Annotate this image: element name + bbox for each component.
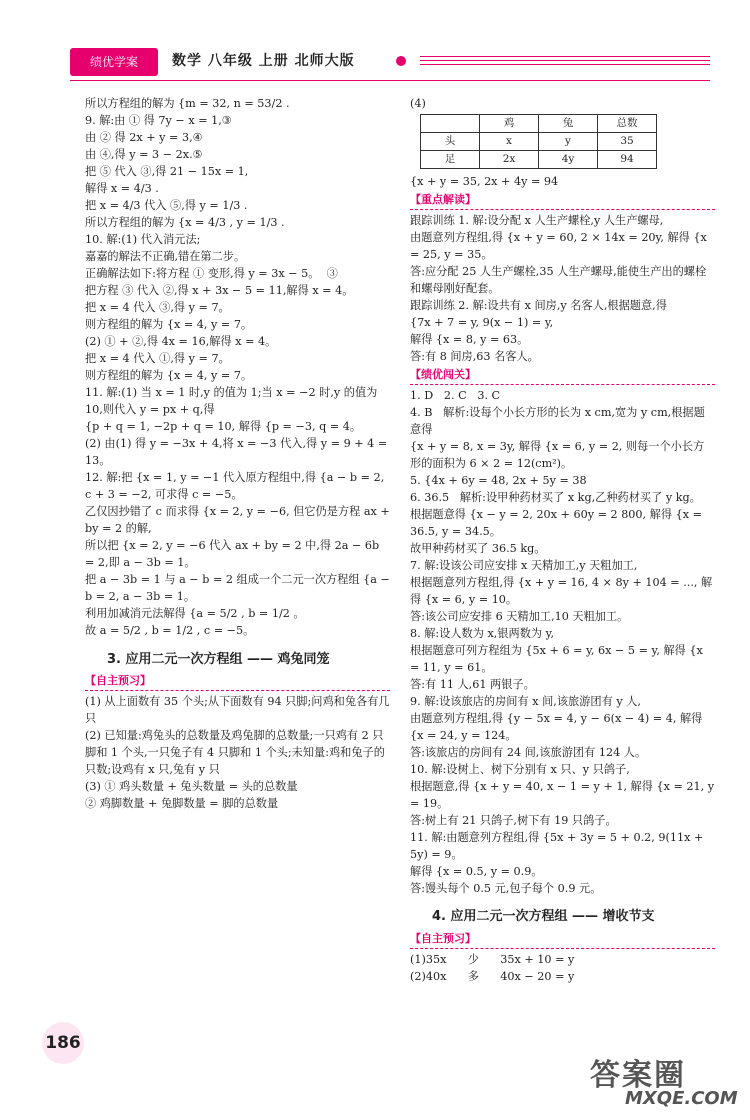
solution-line: 把 a − 3b = 1 与 a − b = 2 组成一个二元一次方程组 {a − b = 2, a − 3b = 1。 <box>85 573 394 604</box>
solution-line: 则方程组的解为 {x = 4, y = 7。 <box>85 369 253 383</box>
left-column <box>85 95 394 812</box>
solution-line: 10. 解:设树上、树下分别有 x 只、y 只鸽子, <box>410 762 630 776</box>
section-4-title: 4. 应用二元一次方程组 —— 增收节支 <box>432 909 655 925</box>
book-title: 数学 八年级 上册 北师大版 <box>172 53 355 69</box>
challenge-block <box>410 387 718 897</box>
table-cell: 头 <box>421 133 480 151</box>
solution-line: 答:馒头每个 0.5 元,包子每个 0.9 元。 <box>410 882 602 896</box>
solution-line: (2) ① + ②,得 4x = 16,解得 x = 4。 <box>85 335 277 349</box>
solution-line: 答:有 8 间房,63 名客人。 <box>410 349 539 363</box>
solution-line: 由题意列方程组,得 {x + y = 60, 2 × 14x = 20y, 解得 {x = 25, y = 35。 <box>410 230 711 261</box>
tag-challenge: 【绩优闯关】 <box>410 367 476 381</box>
solution-line: 根据题意,得 {x + y = 40, x − 1 = y + 1, 解得 {x = 21, y = 19。 <box>410 779 718 810</box>
table-cell: 35 <box>598 133 657 151</box>
solution-line: 把 x = 4/3 代入 ⑤,得 y = 1/3 . <box>85 199 248 213</box>
table-cell <box>421 115 480 133</box>
preview-line: ② 鸡脚数量 + 兔脚数量 = 脚的总数量 <box>85 797 279 811</box>
solution-line: 把 x = 4 代入 ③,得 y = 7。 <box>85 301 230 315</box>
solution-line: 6. 36.5 解析:设甲种药材买了 x kg,乙种药材买了 y kg。 <box>410 490 701 504</box>
preview-line: (2) 已知量:鸡兔头的总数量及鸡兔脚的总数量;一只鸡有 2 只脚和 1 个头,一只兔子有 4 只脚和 1 个头;未知量:鸡和兔子的只数;设鸡有 x 只,兔有 y 只 <box>85 729 385 777</box>
table-cell: 兔 <box>539 115 598 133</box>
table-cell: y <box>539 133 598 151</box>
solution-line: 由 ② 得 2x + y = 3,④ <box>85 131 203 145</box>
solution-line: 解得 {x = 0.5, y = 0.9。 <box>410 865 543 879</box>
solution-line: 把 x = 4 代入 ①,得 y = 7。 <box>85 352 230 366</box>
solution-line: 8. 解:设人数为 x,银两数为 y, <box>410 626 555 640</box>
solution-line: 嘉嘉的解法不正确,错在第二步。 <box>85 250 246 264</box>
solution-line: 9. 解:由 ① 得 7y − x = 1,③ <box>85 114 232 128</box>
solution-line: 正确解法如下:将方程 ① 变形,得 y = 3x − 5。 ③ <box>85 267 338 281</box>
solution-line: 则方程组的解为 {x = 4, y = 7。 <box>85 318 253 332</box>
tag-self-preview-3: 【自主预习】 <box>85 674 151 688</box>
page-number: 186 <box>42 1022 84 1064</box>
watermark <box>590 1050 750 1120</box>
solution-line: 10. 解:(1) 代入消元法; <box>85 233 201 247</box>
preview-line: (1)35x 少 35x + 10 = y <box>410 952 575 966</box>
watermark-url: MXQE.COM <box>625 1088 738 1109</box>
solution-line: 答:有 11 人,61 两银子。 <box>410 677 535 691</box>
table-cell: x <box>480 133 539 151</box>
solution-line: 故 a = 5/2 , b = 1/2 , c = −5。 <box>85 624 255 638</box>
watermark-text: 答案圈 <box>590 1058 686 1093</box>
table-cell: 鸡 <box>480 115 539 133</box>
solution-line: 7. 解:设该公司应安排 x 天精加工,y 天粗加工, <box>410 558 638 572</box>
preview-line: (2)40x 多 40x − 20 = y <box>410 969 575 983</box>
solution-line: 解得 x = 4/3 . <box>85 182 159 196</box>
section-3-title: 3. 应用二元一次方程组 —— 鸡兔同笼 <box>107 651 330 667</box>
solution-line: (2) 由(1) 得 y = −3x + 4,将 x = −3 代入,得 y = 9 + 4 = 13。 <box>85 437 391 468</box>
key-reading-block <box>410 212 715 365</box>
solution-line: 11. 解:(1) 当 x = 1 时,y 的值为 1;当 x = −2 时,y 的值为 10,则代入 y = px + q,得 <box>85 386 381 417</box>
header-rule <box>70 80 710 81</box>
solution-line: {p + q = 1, −2p + q = 10, 解得 {p = −3, q = 4。 <box>85 420 362 434</box>
chicken-rabbit-table <box>420 114 657 169</box>
solution-line: 由 ④,得 y = 3 − 2x.⑤ <box>85 148 203 162</box>
section-3-preview-heading <box>85 671 390 691</box>
table-cell: 足 <box>421 151 480 169</box>
right-column <box>410 95 718 985</box>
solution-line: 所以方程组的解为 {x = 4/3 , y = 1/3 . <box>85 216 285 230</box>
question-4-label: (4) <box>410 97 426 110</box>
solution-line: 根据题意可列方程组为 {5x + 6 = y, 6x − 5 = y, 解得 {x = 11, y = 61。 <box>410 643 707 674</box>
tag-self-preview-4: 【自主预习】 <box>410 931 476 945</box>
table-row <box>421 151 657 169</box>
key-reading-heading <box>410 190 715 210</box>
header-dot-icon <box>396 56 406 66</box>
solution-line: 乙仅因抄错了 c 而求得 {x = 2, y = −6, 但它仍是方程 ax + by = 2 的解, <box>85 505 394 536</box>
solution-line: 4. B 解析:设每个小长方形的长为 x cm,宽为 y cm,根据题意得 <box>410 405 705 436</box>
header-decorative-lines <box>420 56 710 68</box>
table-cell: 94 <box>598 151 657 169</box>
solution-line: 11. 解:由题意列方程组,得 {5x + 3y = 5 + 0.2, 9(11x + 5y) = 9。 <box>410 831 707 862</box>
solution-line: 9. 解:设该旅店的房间有 x 间,该旅游团有 y 人, <box>410 694 641 708</box>
preview-line: (3) ① 鸡头数量 + 兔头数量 = 头的总数量 <box>85 780 298 794</box>
solution-line: 跟踪训练 2. 解:设共有 x 间房,y 名客人,根据题意,得 <box>410 298 667 312</box>
solution-line: 故甲种药材买了 36.5 kg。 <box>410 541 546 555</box>
solution-line: 利用加减消元法解得 {a = 5/2 , b = 1/2 。 <box>85 607 305 621</box>
solution-line: 把 ⑤ 代入 ③,得 21 − 15x = 1, <box>85 165 249 179</box>
solution-line: 跟踪训练 1. 解:设分配 x 人生产螺栓,y 人生产螺母, <box>410 213 664 227</box>
section-4-block <box>410 951 715 985</box>
table-row <box>421 115 657 133</box>
page-header <box>0 0 750 80</box>
table-cell: 2x <box>480 151 539 169</box>
tag-key-reading: 【重点解读】 <box>410 193 476 207</box>
solution-line: 答:树上有 21 只鸽子,树下有 19 只鸽子。 <box>410 814 617 827</box>
solution-line: 1. D 2. C 3. C <box>410 388 501 402</box>
solution-line: {x + y = 8, x = 3y, 解得 {x = 6, y = 2, 则每一个小长方形的面积为 6 × 2 = 12(cm²)。 <box>410 439 705 470</box>
preview-line: (1) 从上面数有 35 个头;从下面数有 94 只脚;问鸡和兔各有几只 <box>85 694 390 725</box>
table-cell: 4y <box>539 151 598 169</box>
table-row <box>421 133 657 151</box>
section-4-preview-heading <box>410 929 715 949</box>
solution-line: 根据题意得 {x − y = 2, 20x + 60y = 2 800, 解得 {x = 36.5, y = 34.5。 <box>410 507 706 538</box>
table-cell: 总数 <box>598 115 657 133</box>
solution-line: 5. {4x + 6y = 48, 2x + 5y = 38 <box>410 473 587 487</box>
solution-line: 答:该旅店的房间有 24 间,该旅游团有 124 人。 <box>410 745 647 759</box>
equation-system: {x + y = 35, 2x + 4y = 94 <box>410 175 559 189</box>
solution-line: 由题意列方程组,得 {y − 5x = 4, y − 6(x − 4) = 4, 解得 {x = 24, y = 124。 <box>410 711 706 742</box>
solution-line: 答:应分配 25 人生产螺栓,35 人生产螺母,能使生产出的螺栓和螺母刚好配套。 <box>410 264 707 295</box>
solution-line: 答:该公司应安排 6 天精加工,10 天粗加工。 <box>410 609 629 623</box>
solution-line: 把方程 ③ 代入 ②,得 x + 3x − 5 = 11,解得 x = 4。 <box>85 284 354 298</box>
solution-line: 12. 解:把 {x = 1, y = −1 代入原方程组中,得 {a − b = 2, c + 3 = −2, 可求得 c = −5。 <box>85 471 388 502</box>
solution-line: 所以方程组的解为 {m = 32, n = 53/2 . <box>85 97 290 110</box>
solution-line: 解得 {x = 8, y = 63。 <box>410 332 529 346</box>
solution-line: 根据题意列方程组,得 {x + y = 16, 4 × 8y + 104 = ..., 解得 {x = 6, y = 10。 <box>410 575 713 606</box>
solution-line: 所以把 {x = 2, y = −6 代入 ax + by = 2 中,得 2a − 6b = 2,即 a − 3b = 1。 <box>85 539 383 570</box>
challenge-heading <box>410 365 715 385</box>
solution-line: {7x + 7 = y, 9(x − 1) = y, <box>410 315 554 329</box>
series-badge: 绩优学案 <box>70 48 158 76</box>
